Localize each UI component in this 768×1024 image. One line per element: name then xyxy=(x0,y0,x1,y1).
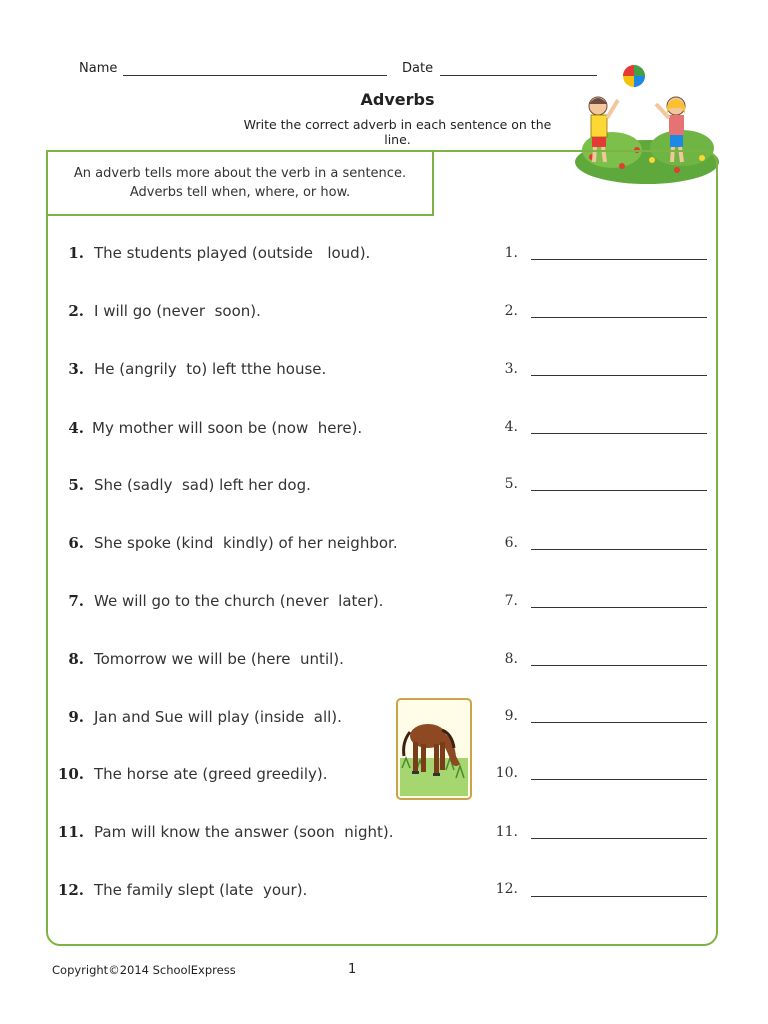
answer-number: 2. xyxy=(504,303,518,319)
question-number: 1. xyxy=(68,244,84,262)
answer-number: 3. xyxy=(504,361,518,377)
question-text: We will go to the church (never later). xyxy=(94,592,384,610)
question-number: 6. xyxy=(68,534,84,552)
question-number: 11. xyxy=(57,823,84,841)
question-number: 9. xyxy=(68,708,84,726)
answer-number: 11. xyxy=(495,824,518,840)
date-label: Date xyxy=(402,61,434,76)
question-number: 4. xyxy=(68,419,84,437)
definition-line-2: Adverbs tell when, where, or how. xyxy=(129,185,351,200)
answer-number: 5. xyxy=(504,476,518,492)
question-number: 3. xyxy=(68,360,84,378)
answer-line[interactable] xyxy=(531,317,707,318)
definition-box xyxy=(46,150,434,216)
question-text: Pam will know the answer (soon night). xyxy=(94,823,394,841)
answer-number: 7. xyxy=(504,593,518,609)
question-text: He (angrily to) left tthe house. xyxy=(94,360,327,378)
question-text: The family slept (late your). xyxy=(94,881,308,899)
answer-number: 1. xyxy=(504,245,518,261)
name-label: Name xyxy=(79,61,118,76)
question-number: 7. xyxy=(68,592,84,610)
question-text: She spoke (kind kindly) of her neighbor. xyxy=(94,534,398,552)
answer-line[interactable] xyxy=(531,433,707,434)
answer-line[interactable] xyxy=(531,607,707,608)
question-text: The students played (outside loud). xyxy=(94,244,371,262)
page-title: Adverbs xyxy=(360,90,435,109)
question-number: 2. xyxy=(68,302,84,320)
answer-line[interactable] xyxy=(531,549,707,550)
answer-number: 4. xyxy=(504,419,518,435)
question-text: Jan and Sue will play (inside all). xyxy=(94,708,342,726)
copyright: Copyright©2014 SchoolExpress xyxy=(52,963,236,977)
answer-number: 12. xyxy=(495,881,518,897)
answer-line[interactable] xyxy=(531,722,707,723)
answer-number: 9. xyxy=(504,708,518,724)
question-text: The horse ate (greed greedily). xyxy=(94,765,328,783)
instructions: Write the correct adverb in each sentence on the line. xyxy=(243,117,552,147)
question-text: I will go (never soon). xyxy=(94,302,261,320)
answer-number: 10. xyxy=(495,765,518,781)
definition-line-1: An adverb tells more about the verb in a sentence. xyxy=(73,166,407,181)
question-number: 10. xyxy=(57,765,84,783)
question-number: 8. xyxy=(68,650,84,668)
answer-line[interactable] xyxy=(531,779,707,780)
answer-number: 8. xyxy=(504,651,518,667)
answer-line[interactable] xyxy=(531,375,707,376)
answer-number: 6. xyxy=(504,535,518,551)
question-number: 5. xyxy=(68,476,84,494)
answer-line[interactable] xyxy=(531,665,707,666)
question-text: Tomorrow we will be (here until). xyxy=(94,650,344,668)
answer-line[interactable] xyxy=(531,259,707,260)
name-line[interactable] xyxy=(123,75,387,76)
answer-line[interactable] xyxy=(531,896,707,897)
question-text: My mother will soon be (now here). xyxy=(92,419,363,437)
page-number: 1 xyxy=(348,962,357,977)
answer-line[interactable] xyxy=(531,490,707,491)
horse-grazing-illustration xyxy=(396,698,472,800)
answer-line[interactable] xyxy=(531,838,707,839)
question-text: She (sadly sad) left her dog. xyxy=(94,476,311,494)
question-number: 12. xyxy=(57,881,84,899)
